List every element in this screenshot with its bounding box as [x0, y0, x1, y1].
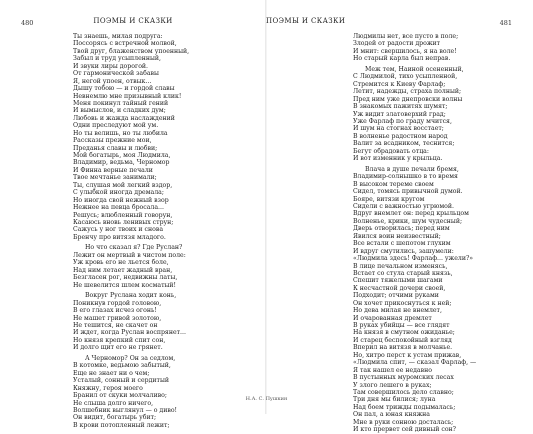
verse-line: Встает со стула старый князь, [353, 269, 453, 277]
verse-line: Княжну, героя моего [73, 384, 143, 392]
verse-line: И ждет, когда Руслан воспрянет... [73, 329, 186, 337]
verse-line: Людмилы нет, все пусто в поле; [353, 33, 459, 40]
verse-line: Я так нашел ее недавно [353, 366, 432, 374]
verse-line: «Людмила здесь! Фарлаф... ужели?» [353, 255, 474, 263]
verse-line: Но князя крепкий спит сон, [73, 336, 166, 344]
verse-line: Пред ним уже днепровски волны [353, 95, 463, 103]
verse-line: В котомке, ведьмою забытый, [73, 362, 171, 370]
verse-line: Бегут обрадовать отца: [353, 147, 429, 155]
verse-line: Любовь и жажда наслаждений [73, 114, 175, 122]
verse-line: Рассказы прежние мои, [73, 137, 152, 145]
verse-line: Невнемлю мне призывный клик! [73, 92, 182, 100]
verse-line: И мнит: свершилось, я на воле! [353, 47, 457, 55]
verse-line: В руках убийцы — все глядят [353, 322, 450, 329]
verse-line: Он видит, богатырь убит; [73, 414, 157, 422]
verse-line: Мой богатырь, моя Людмила, [73, 152, 171, 159]
verse-line: И звуки лиры дорогой. [73, 62, 149, 70]
verse-line: Уж видит златоверхий град; [353, 110, 446, 118]
verse-line: Я, негой упоен, отвык... [73, 77, 152, 85]
verse-line: Вокруг Руслана ходит конь, [85, 292, 177, 300]
verse-line: Уже Фарлаф по граду мчится, [353, 118, 452, 125]
verse-line: Над боем трижды подымалась; [353, 403, 456, 411]
verse-line: Явился воин неизвестный; [353, 232, 441, 240]
verse-line: Еще не знает ни о чем; [73, 369, 150, 377]
verse-line: Вперил на витязя в молчанье. [353, 344, 453, 352]
verse-line: И вдруг смутились, зашумели: [353, 247, 454, 255]
verse-line: Меж тем, Наиной осененный, [365, 65, 464, 73]
verse-line: Дышу тобою — и гордой славы [73, 85, 175, 93]
verse-line: Владимир, ведьма, Черномор [73, 159, 170, 167]
verse-line: «Людмила спит, — сказал Фарлаф, — [353, 359, 477, 367]
verse-line: Все встали с шепотом глухим [353, 240, 451, 248]
verse-line: Бренчу про витязя младого. [73, 233, 166, 241]
verse-line: Волшебник выглянул — о диво! [73, 407, 178, 414]
verse-line: Усталый, сонный и сердитый [73, 377, 169, 385]
verse-line: Сажусь у ног твоих и снова [73, 226, 164, 234]
verse-line: Он пал, а юная княжна [353, 411, 430, 419]
verse-line: Бояре, витязи кругом [353, 195, 425, 203]
verse-line: Бранил от скуки молчаливо; [73, 392, 167, 400]
verse-line: Но ты велишь, но ты любила [73, 129, 168, 137]
verse-line: Ты, слушая мой легкий вздор, [73, 181, 173, 189]
verse-line: Уж кровь его не льется боле, [73, 259, 169, 267]
verse-line: Подходит; отчими руками [353, 292, 439, 300]
verse-line: И долго щит его не грянет. [73, 344, 163, 352]
verse-line: Поникнув гордой головою, [73, 299, 162, 307]
verse-line: Три дня мы билися; луна [353, 396, 436, 404]
verse-line: Поссорясь с встречной молвой, [73, 40, 177, 48]
verse-line: Сидели с важностью угрюмой. [353, 203, 454, 210]
verse-line: И очарованная дремлет [353, 314, 432, 322]
verse-line: Решусь; влюбленный говорун, [73, 211, 173, 219]
page-footer: Н.А. С. Пушкин [245, 396, 288, 402]
verse-line: Преданья славы и любви; [73, 144, 158, 152]
verse-line: Но иногда свой нежный взор [73, 196, 169, 204]
verse-line: Твой друг, блаженством упоенный, [73, 47, 190, 55]
verse-line: Владимир-солнышко в то время [353, 173, 458, 181]
verse-line: Нежнее на певца бросала... [73, 204, 164, 212]
verse-line: В высоком тереме своем [353, 180, 434, 188]
verse-line: Влача в душе печали бремя, [365, 165, 459, 173]
verse-line: Он хочет прикоснуться к ней; [353, 299, 452, 307]
verse-line: Валит за всадником, теснится; [353, 140, 455, 148]
verse-line: Безгласен рог, недвижны латы, [73, 274, 178, 282]
page-number: 480 [21, 19, 34, 27]
verse-line: В волненье радостном народ [353, 132, 448, 140]
running-head: ПОЭМЫ И СКАЗКИ [93, 17, 173, 25]
verse-line: В его глазах исчез огонь! [73, 307, 157, 315]
verse-line: Волненье, крики, шум чудесный; [353, 217, 463, 225]
verse-line: Стремится к Киеву Фарлаф; [353, 80, 446, 88]
verse-line: Не шевелится шлем косматый! [73, 281, 177, 289]
verse-line: В лице печальном изменясь, [353, 262, 448, 270]
verse-line: Вдруг внемлет он: перед крыльцом [353, 210, 469, 218]
left-page [0, 0, 266, 429]
verse-line: Над ним летает жадный вран, [73, 266, 173, 274]
page-number: 481 [499, 19, 512, 27]
verse-line: И кто прервет сей дивный сон? [353, 426, 456, 434]
verse-line: Не слыша долго ничего, [73, 399, 154, 407]
verse-line: Ты знаешь, милая подруга: [73, 33, 163, 40]
verse-line: Твое мечтанье занимали; [73, 174, 157, 182]
verse-line: В знакомых пажитях шумят; [353, 103, 448, 111]
verse-line: В крови потопленный лежит; [73, 421, 170, 429]
verse-line: Но старый карла был неправ. [353, 55, 451, 63]
verse-line: Летит, надежды, страха полный; [353, 88, 462, 96]
verse-line: На князя в смутном ожиданье; [353, 329, 455, 337]
verse-line: Не тешится, не скачет он [73, 322, 158, 329]
verse-line: Одни преследуют мой ум. [73, 122, 159, 130]
verse-line: И старец беспокойный взгляд [353, 336, 452, 344]
verse-line: У злого лешего в руках; [353, 381, 432, 389]
verse-line: Злодей от радости дрожит [353, 40, 441, 48]
verse-line: Но, хитро перст к устам прижав, [353, 351, 462, 359]
verse-line: И вот изменник у крыльца. [353, 155, 443, 163]
verse-line: Лежит он мертвый в чистом поле: [73, 251, 186, 259]
poem-text [73, 33, 189, 429]
verse-line: И Финна верные печали [73, 166, 153, 174]
verse-line: С Людмилой, тихо усыпленной, [353, 73, 458, 81]
poem-text [353, 33, 476, 434]
verse-line: Меня покинул тайный гений [73, 99, 169, 107]
verse-line: В пустынных муромских лесах [353, 374, 454, 382]
verse-line: От гармонической забавы [73, 70, 159, 78]
verse-line: Забыл и труд усыпленный, [73, 55, 161, 63]
verse-line: Мне в руки сонною досталась; [353, 418, 454, 426]
verse-line: Но что сказал я? Где Руслан? [85, 244, 183, 252]
verse-line: Сидел, томясь привычной думой. [353, 188, 463, 196]
verse-line: Не машет гривой золотою, [73, 314, 162, 322]
verse-line: И вымыслов, и сладких дум; [73, 107, 166, 115]
running-head: ПОЭМЫ И СКАЗКИ [266, 17, 346, 25]
verse-line: А Черномор? Он за седлом, [85, 354, 176, 362]
verse-line: Там совершилось дело славно; [353, 388, 454, 396]
verse-line: К несчастной дочери своей, [353, 284, 446, 292]
right-page [266, 0, 533, 434]
verse-line: Дверь отворилась; перед ним [353, 225, 450, 233]
verse-line: И шум на стогнах восстает; [353, 125, 444, 133]
verse-line: Но дева милая не внемлет, [353, 307, 442, 315]
verse-line: С улыбкой иногда дремала; [73, 189, 164, 197]
verse-line: Касаюсь вновь ленивых струн; [73, 218, 174, 226]
verse-line: Спешит тяжелыми шагами [353, 277, 443, 285]
